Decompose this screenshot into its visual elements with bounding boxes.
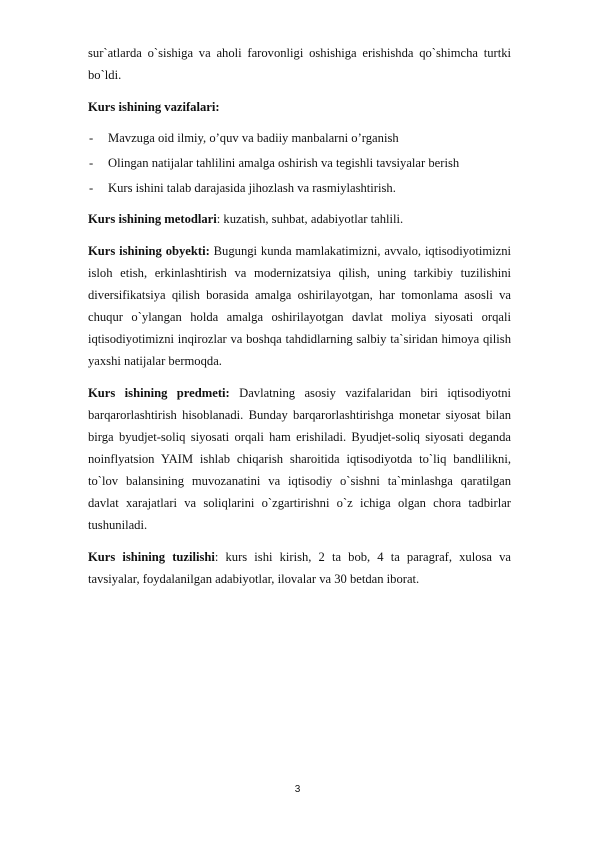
- task-text: Olingan natijalar tahlilini amalga oshirish va tegishli tavsiyalar berish: [108, 156, 460, 170]
- methods-text: : kuzatish, suhbat, adabiyotlar tahlili.: [216, 212, 404, 226]
- methods-label: Kurs ishining metodlari: [88, 212, 217, 226]
- task-text: Kurs ishini talab darajasida jihozlash va rasmiylashtirish.: [108, 181, 396, 195]
- structure-text: : kurs ishi kirish, 2 ta bob, 4 ta paragraf, xulosa va tavsiyalar, foydalanilgan adabiyotlar, ilovalar va 30 betdan iborat.: [88, 550, 511, 586]
- page-number: 3: [294, 784, 301, 795]
- task-item: [88, 153, 511, 173]
- task-text: Mavzuga oid ilmiy, o’quv va badiiy manbalarni o’rganish: [108, 131, 399, 145]
- tasks-list: [88, 128, 511, 198]
- object-text: Bugungi kunda mamlakatimizni, avvalo, iqtisodiyotimizni isloh etish, erkinlashtirish va modernizatsiya qilish, uning tarkibiy tuzilishini diversifikatsiya qilish borasida amalga oshirilayotgan, har tomonlama asosli va chuqur o`ylangan holda amalga oshirilayotgan davlat moliya siyosati orqali iqtisodiyotimizni inqirozlar va boshqa tahdidlarning salbiy ta`siridan himoya qilish yaxshi natijalar bermoqda.: [88, 244, 511, 368]
- structure-paragraph: [88, 546, 511, 590]
- list-dash: -: [89, 181, 94, 195]
- list-dash: -: [89, 156, 94, 170]
- object-label: Kurs ishining obyekti:: [88, 244, 210, 258]
- subject-text: Davlatning asosiy vazifalaridan biri iqtisodiyotni barqarorlashtirish hisoblanadi. Bunday barqarorlashtirishga monetar siyosat bilan birga byudjet-soliq siyosati orqali ham erishiladi. Byudjet-soliq siyosati deganda noinflyatsion YAIM ishlab chiqarish sharoitida iqtisodiyotda to`liq bandlilikni, to`lov balansining muvozanatini va iqtisodiy o`sishni ta`minlashga qaratilgan davlat xarajatlari va soliqlarini o`zgartirishni o`z ichiga olgan chora tadbirlar tushuniladi.: [88, 386, 511, 532]
- structure-label: Kurs ishining tuzilishi: [88, 550, 215, 564]
- list-dash: -: [89, 131, 94, 145]
- task-item: [88, 128, 511, 148]
- document-body: [88, 42, 511, 590]
- subject-label: Kurs ishining predmeti:: [88, 386, 230, 400]
- task-item: [88, 178, 511, 198]
- object-paragraph: [88, 240, 511, 372]
- intro-paragraph: sur`atlarda o`sishiga va aholi farovonligi oshishiga erishishda qo`shimcha turtki bo`ldi.: [88, 46, 511, 82]
- tasks-heading: Kurs ishining vazifalari:: [88, 100, 220, 114]
- subject-paragraph: [88, 382, 511, 536]
- methods-paragraph: [88, 208, 511, 230]
